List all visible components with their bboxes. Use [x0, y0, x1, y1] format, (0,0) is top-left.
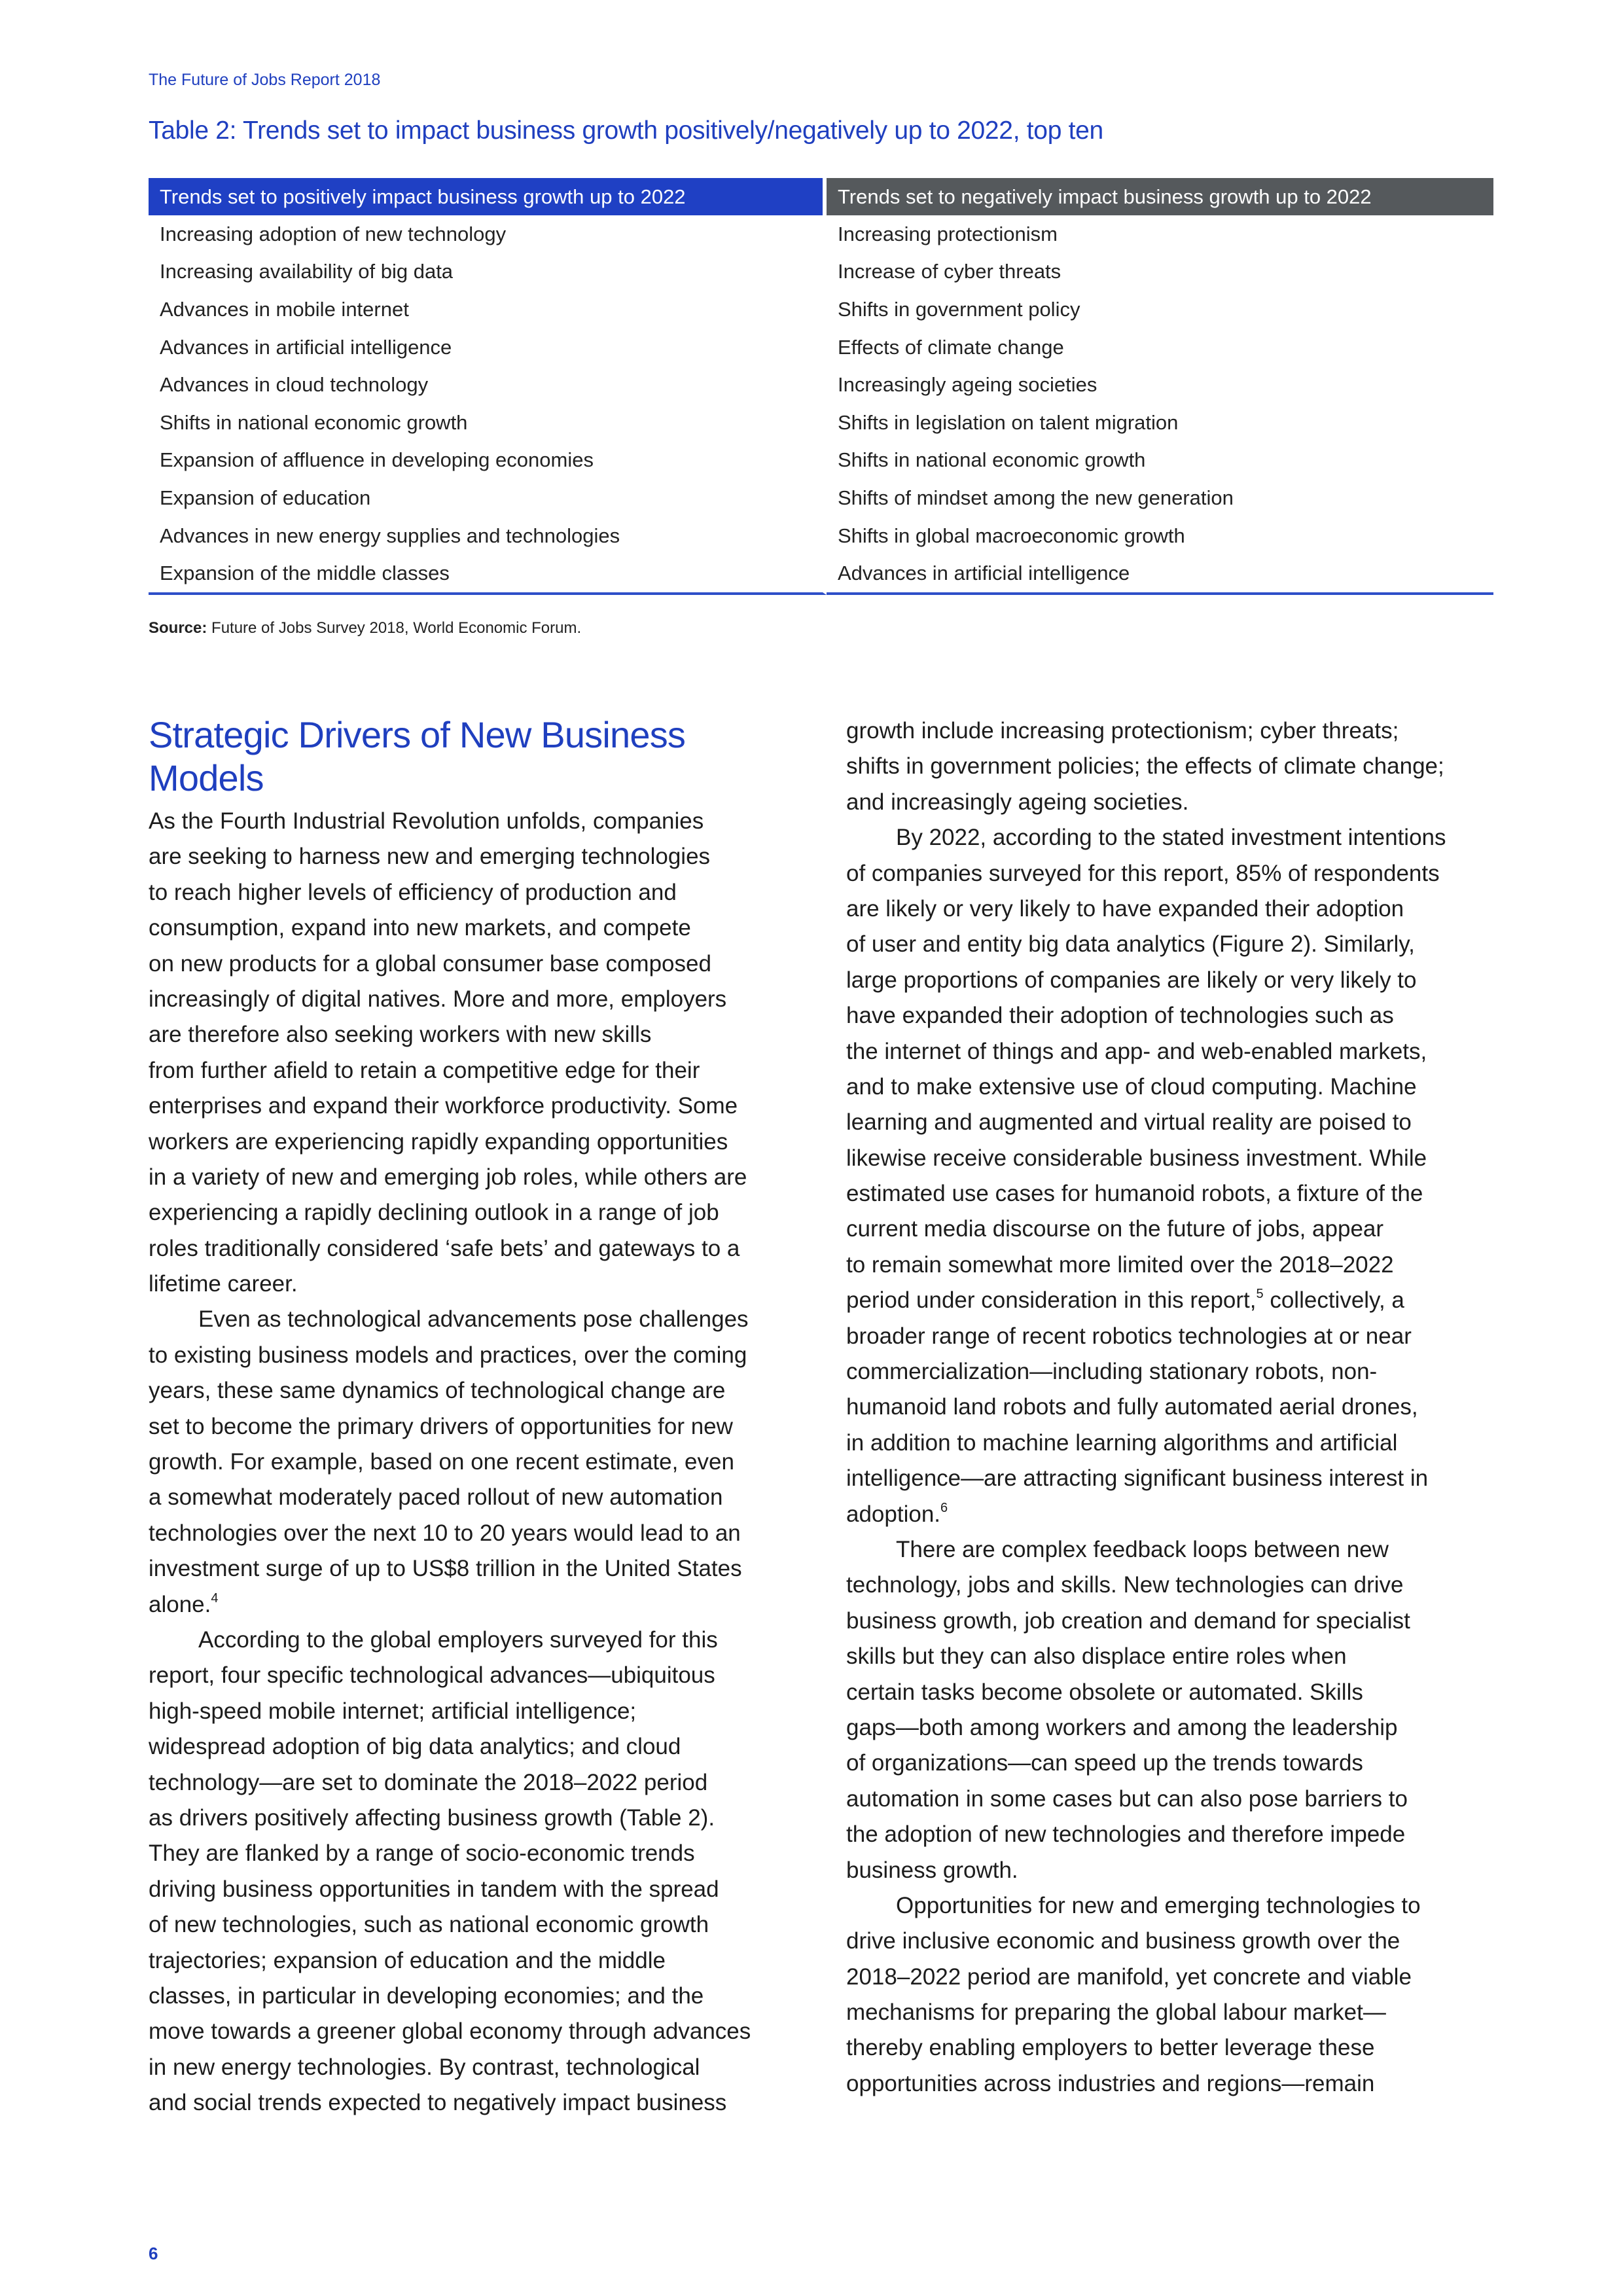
body-line: to remain somewhat more limited over the 2018–2022 [846, 1251, 1394, 1278]
body-line: technology, jobs and skills. New technologies can drive [846, 1572, 1404, 1598]
body-line: Opportunities for new and emerging technologies to [896, 1892, 1421, 1918]
negative-trend-cell: Shifts in global macroeconomic growth [838, 524, 1185, 547]
body-line: the internet of things and app- and web-enabled markets, [846, 1038, 1427, 1064]
body-line: in new energy technologies. By contrast, technological [149, 2054, 700, 2080]
body-line: driving business opportunities in tandem with the spread [149, 1876, 719, 1902]
footnote-ref: 4 [211, 1590, 219, 1605]
body-line: As the Fourth Industrial Revolution unfolds, companies [149, 808, 704, 834]
body-line-text: adoption. [846, 1501, 941, 1527]
body-line: growth include increasing protectionism; cyber threats; [846, 718, 1399, 744]
positive-trends-header: Trends set to positively impact business growth up to 2022 [149, 178, 827, 215]
source-text: Future of Jobs Survey 2018, World Economic Forum. [207, 619, 582, 637]
body-line: in addition to machine learning algorithms and artificial [846, 1429, 1398, 1456]
body-line [846, 1497, 1507, 1532]
footnote-ref: 5 [1256, 1287, 1264, 1302]
body-line: the adoption of new technologies and therefore impede [846, 1821, 1406, 1848]
body-line: in a variety of new and emerging job roles, while others are [149, 1164, 747, 1190]
body-column-right [846, 713, 1507, 2102]
table-header-row [149, 178, 1493, 215]
body-line: and increasingly ageing societies. [846, 789, 1189, 815]
body-line: 2018–2022 period are manifold, yet concrete and viable [846, 1964, 1412, 1990]
body-line: as drivers positively affecting business growth (Table 2). [149, 1804, 715, 1831]
body-line: mechanisms for preparing the global labour market— [846, 2000, 1386, 2026]
positive-trend-cell: Expansion of the middle classes [149, 554, 827, 595]
body-line: Even as technological advancements pose challenges [198, 1306, 749, 1333]
body-line: of user and entity big data analytics (Figure 2). Similarly, [846, 931, 1415, 958]
body-line [846, 1283, 1507, 1318]
body-line: report, four specific technological advances—ubiquitous [149, 1662, 715, 1689]
body-line: estimated use cases for humanoid robots, a fixture of the [846, 1181, 1423, 1207]
footnote-ref: 6 [940, 1500, 948, 1515]
body-line: According to the global employers surveyed for this [198, 1626, 718, 1653]
body-line: growth. For example, based on one recent estimate, even [149, 1449, 734, 1475]
body-line: are seeking to harness new and emerging technologies [149, 844, 711, 870]
body-line: automation in some cases but can also pose barriers to [846, 1785, 1408, 1812]
table-row [149, 291, 1493, 329]
body-line: skills but they can also displace entire roles when [846, 1643, 1347, 1670]
body-line: years, these same dynamics of technological change are [149, 1378, 726, 1404]
body-line: investment surge of up to US$8 trillion in the United States [149, 1556, 742, 1582]
negative-trend-cell: Shifts of mindset among the new generation [838, 486, 1234, 509]
table-row [149, 404, 1493, 442]
page-number: 6 [149, 2244, 158, 2263]
positive-trend-cell: Advances in artificial intelligence [149, 329, 827, 367]
body-line: There are complex feedback loops between new [896, 1536, 1389, 1562]
body-line: roles traditionally considered ‘safe bets’ and gateways to a [149, 1235, 740, 1261]
body-line: business growth. [846, 1857, 1018, 1883]
body-line: large proportions of companies are likely or very likely to [846, 967, 1417, 993]
negative-trend-cell: Increase of cyber threats [838, 260, 1061, 283]
table-source [149, 619, 581, 637]
table-row [149, 366, 1493, 404]
body-line: likewise receive considerable business investment. While [846, 1145, 1427, 1171]
body-line: workers are experiencing rapidly expanding opportunities [149, 1128, 728, 1155]
body-line: consumption, expand into new markets, and compete [149, 915, 691, 941]
body-line: experiencing a rapidly declining outlook in a range of job [149, 1200, 719, 1226]
positive-trend-cell: Shifts in national economic growth [149, 404, 827, 442]
body-line: and social trends expected to negatively impact business [149, 2090, 727, 2116]
body-line: technology—are set to dominate the 2018–2022 period [149, 1769, 708, 1795]
negative-trend-cell: Increasingly ageing societies [838, 373, 1097, 397]
body-line: commercialization—including stationary robots, non- [846, 1359, 1378, 1385]
negative-trend-cell: Shifts in national economic growth [838, 448, 1146, 472]
positive-trend-cell: Advances in new energy supplies and technologies [149, 517, 827, 555]
body-line: thereby enabling employers to better leverage these [846, 2035, 1375, 2061]
body-line: intelligence—are attracting significant business interest in [846, 1465, 1429, 1492]
body-line: to reach higher levels of efficiency of production and [149, 879, 677, 905]
body-line: shifts in government policies; the effects of climate change; [846, 753, 1444, 780]
body-line-text: period under consideration in this report, [846, 1287, 1257, 1314]
negative-trend-cell: Shifts in legislation on talent migration [838, 410, 1179, 434]
body-line: high-speed mobile internet; artificial intelligence; [149, 1698, 637, 1724]
negative-trend-cell: Shifts in government policy [838, 297, 1080, 321]
body-line: They are flanked by a range of socio-economic trends [149, 1840, 695, 1867]
negative-trend-cell: Effects of climate change [838, 335, 1064, 359]
positive-trend-cell: Increasing availability of big data [149, 253, 827, 291]
body-line: learning and augmented and virtual reality are poised to [846, 1109, 1412, 1136]
table-row [149, 442, 1493, 480]
positive-trend-cell: Advances in mobile internet [149, 291, 827, 329]
body-line: and to make extensive use of cloud computing. Machine [846, 1073, 1417, 1100]
source-label: Source: [149, 619, 207, 637]
trends-table [149, 178, 1493, 595]
body-line: on new products for a global consumer base composed [149, 950, 711, 977]
body-line: are therefore also seeking workers with new skills [149, 1022, 652, 1048]
body-line: have expanded their adoption of technologies such as [846, 1003, 1394, 1029]
table-row [149, 329, 1493, 367]
negative-trends-header: Trends set to negatively impact business growth up to 2022 [827, 178, 1493, 215]
body-line: current media discourse on the future of jobs, appear [846, 1216, 1384, 1242]
body-line: trajectories; expansion of education and the middle [149, 1947, 666, 1973]
section-heading: Strategic Drivers of New Business Models [149, 714, 686, 798]
body-line: By 2022, according to the stated investment intentions [896, 825, 1446, 851]
body-line: of new technologies, such as national economic growth [149, 1912, 709, 1938]
body-line-text: collectively, a [1263, 1287, 1404, 1314]
table-row [149, 517, 1493, 555]
body-column-left [149, 804, 803, 2121]
body-line [149, 1587, 803, 1623]
body-line: increasingly of digital natives. More and more, employers [149, 986, 727, 1012]
body-line-text: alone. [149, 1591, 211, 1617]
body-line: business growth, job creation and demand for specialist [846, 1607, 1410, 1634]
body-line: of organizations—can speed up the trends towards [846, 1750, 1363, 1776]
body-line: to existing business models and practices, over the coming [149, 1342, 747, 1368]
body-line: broader range of recent robotics technologies at or near [846, 1323, 1412, 1349]
body-line: enterprises and expand their workforce productivity. Some [149, 1093, 738, 1119]
body-line: lifetime career. [149, 1271, 298, 1297]
body-line: set to become the primary drivers of opportunities for new [149, 1413, 733, 1439]
positive-trend-cell: Expansion of affluence in developing economies [149, 442, 827, 480]
body-line: of companies surveyed for this report, 85% of respondents [846, 860, 1440, 886]
body-line: are likely or very likely to have expanded their adoption [846, 895, 1404, 922]
table-row [149, 554, 1493, 595]
table-row [149, 215, 1493, 253]
positive-trend-cell: Expansion of education [149, 479, 827, 517]
body-line: opportunities across industries and regions—remain [846, 2070, 1375, 2096]
negative-trend-cell: Increasing protectionism [838, 222, 1058, 245]
table-row [149, 253, 1493, 291]
body-line: drive inclusive economic and business growth over the [846, 1928, 1400, 1954]
body-line: technologies over the next 10 to 20 years would lead to an [149, 1520, 741, 1546]
body-line: humanoid land robots and fully automated aerial drones, [846, 1394, 1418, 1420]
running-head: The Future of Jobs Report 2018 [149, 71, 381, 89]
body-line: certain tasks become obsolete or automated. Skills [846, 1679, 1363, 1705]
positive-trend-cell: Advances in cloud technology [149, 366, 827, 404]
body-line: from further afield to retain a competitive edge for their [149, 1057, 700, 1083]
positive-trend-cell: Increasing adoption of new technology [149, 215, 827, 253]
body-line: move towards a greener global economy through advances [149, 2018, 751, 2045]
table-title: Table 2: Trends set to impact business growth positively/negatively up to 2022, top ten [149, 117, 1103, 145]
body-line: gaps—both among workers and among the leadership [846, 1714, 1398, 1740]
table-row [149, 479, 1493, 517]
body-line: classes, in particular in developing economies; and the [149, 1982, 704, 2009]
negative-trend-cell: Advances in artificial intelligence [827, 554, 1493, 595]
body-line: a somewhat moderately paced rollout of new automation [149, 1484, 723, 1511]
body-line: widespread adoption of big data analytics; and cloud [149, 1734, 681, 1760]
